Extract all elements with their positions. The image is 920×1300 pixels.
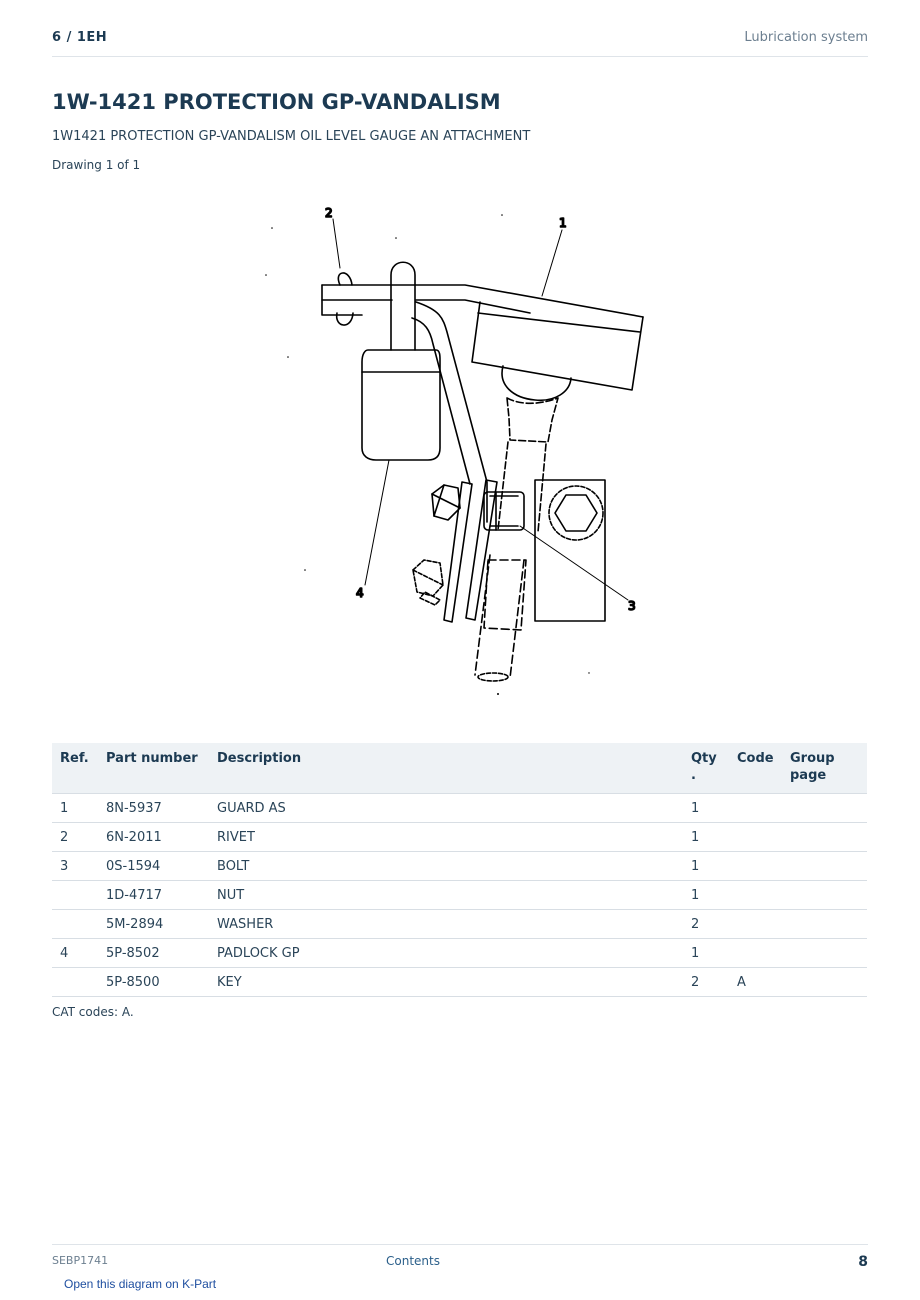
table-row xyxy=(52,968,867,997)
cell-ref: 1 xyxy=(52,794,98,823)
guard-assembly-drawing xyxy=(265,214,643,695)
callout-2: 2 xyxy=(325,206,333,220)
cell-qty: 2 xyxy=(683,968,729,997)
page-title: 1W-1421 PROTECTION GP-VANDALISM xyxy=(52,90,501,114)
cell-part-number: 0S-1594 xyxy=(98,852,209,881)
table-row xyxy=(52,823,867,852)
column-header-part-number: Part number xyxy=(98,743,209,794)
table-row xyxy=(52,852,867,881)
cell-qty: 1 xyxy=(683,823,729,852)
cell-group-page xyxy=(782,910,867,939)
cell-code xyxy=(729,881,782,910)
cell-code xyxy=(729,852,782,881)
cell-group-page xyxy=(782,939,867,968)
cell-description: RIVET xyxy=(209,823,683,852)
section-name: Lubrication system xyxy=(744,30,868,45)
cell-description: PADLOCK GP xyxy=(209,939,683,968)
cell-qty: 1 xyxy=(683,852,729,881)
cell-ref: 4 xyxy=(52,939,98,968)
cell-part-number: 1D-4717 xyxy=(98,881,209,910)
page-reference: 6 / 1EH xyxy=(52,30,108,45)
table-row xyxy=(52,939,867,968)
page-subtitle: 1W1421 PROTECTION GP-VANDALISM OIL LEVEL GAUGE AN ATTACHMENT xyxy=(52,129,531,144)
kpart-diagram-link[interactable]: Open this diagram on K-Part xyxy=(64,1277,217,1291)
drawing-count: Drawing 1 of 1 xyxy=(52,158,141,172)
table-row xyxy=(52,794,867,823)
document-code: SEBP1741 xyxy=(52,1254,109,1267)
contents-link[interactable]: Contents xyxy=(386,1254,440,1268)
cell-description: KEY xyxy=(209,968,683,997)
cell-group-page xyxy=(782,852,867,881)
cell-code xyxy=(729,823,782,852)
column-header-qty: Qty . xyxy=(683,743,729,794)
cell-group-page xyxy=(782,968,867,997)
cell-qty: 1 xyxy=(683,939,729,968)
column-header-ref: Ref. xyxy=(52,743,98,794)
cell-qty: 2 xyxy=(683,910,729,939)
page-header xyxy=(52,28,868,57)
cell-part-number: 5P-8500 xyxy=(98,968,209,997)
cell-group-page xyxy=(782,881,867,910)
callout-1: 1 xyxy=(559,216,567,230)
cell-qty: 1 xyxy=(683,794,729,823)
cell-description: NUT xyxy=(209,881,683,910)
cell-group-page xyxy=(782,794,867,823)
cell-part-number: 5M-2894 xyxy=(98,910,209,939)
cell-group-page xyxy=(782,823,867,852)
cell-ref: 2 xyxy=(52,823,98,852)
cell-description: GUARD AS xyxy=(209,794,683,823)
cell-code xyxy=(729,939,782,968)
cell-ref: 3 xyxy=(52,852,98,881)
cell-ref xyxy=(52,968,98,997)
cell-description: BOLT xyxy=(209,852,683,881)
cell-part-number: 5P-8502 xyxy=(98,939,209,968)
parts-table xyxy=(52,743,867,997)
cell-code xyxy=(729,910,782,939)
column-header-group-page: Group page xyxy=(782,743,867,794)
cell-code xyxy=(729,794,782,823)
page-number: 8 xyxy=(858,1254,868,1270)
cat-codes-note: CAT codes: A. xyxy=(52,1005,134,1019)
cell-description: WASHER xyxy=(209,910,683,939)
table-header-row xyxy=(52,743,867,794)
page-footer xyxy=(52,1244,868,1275)
cell-ref xyxy=(52,881,98,910)
cell-qty: 1 xyxy=(683,881,729,910)
callout-3: 3 xyxy=(628,599,636,613)
table-row xyxy=(52,910,867,939)
cell-part-number: 8N-5937 xyxy=(98,794,209,823)
table-row xyxy=(52,881,867,910)
cell-code: A xyxy=(729,968,782,997)
cell-part-number: 6N-2011 xyxy=(98,823,209,852)
callout-4: 4 xyxy=(356,586,364,600)
column-header-code: Code xyxy=(729,743,782,794)
cell-ref xyxy=(52,910,98,939)
parts-diagram xyxy=(250,200,670,700)
column-header-description: Description xyxy=(209,743,683,794)
